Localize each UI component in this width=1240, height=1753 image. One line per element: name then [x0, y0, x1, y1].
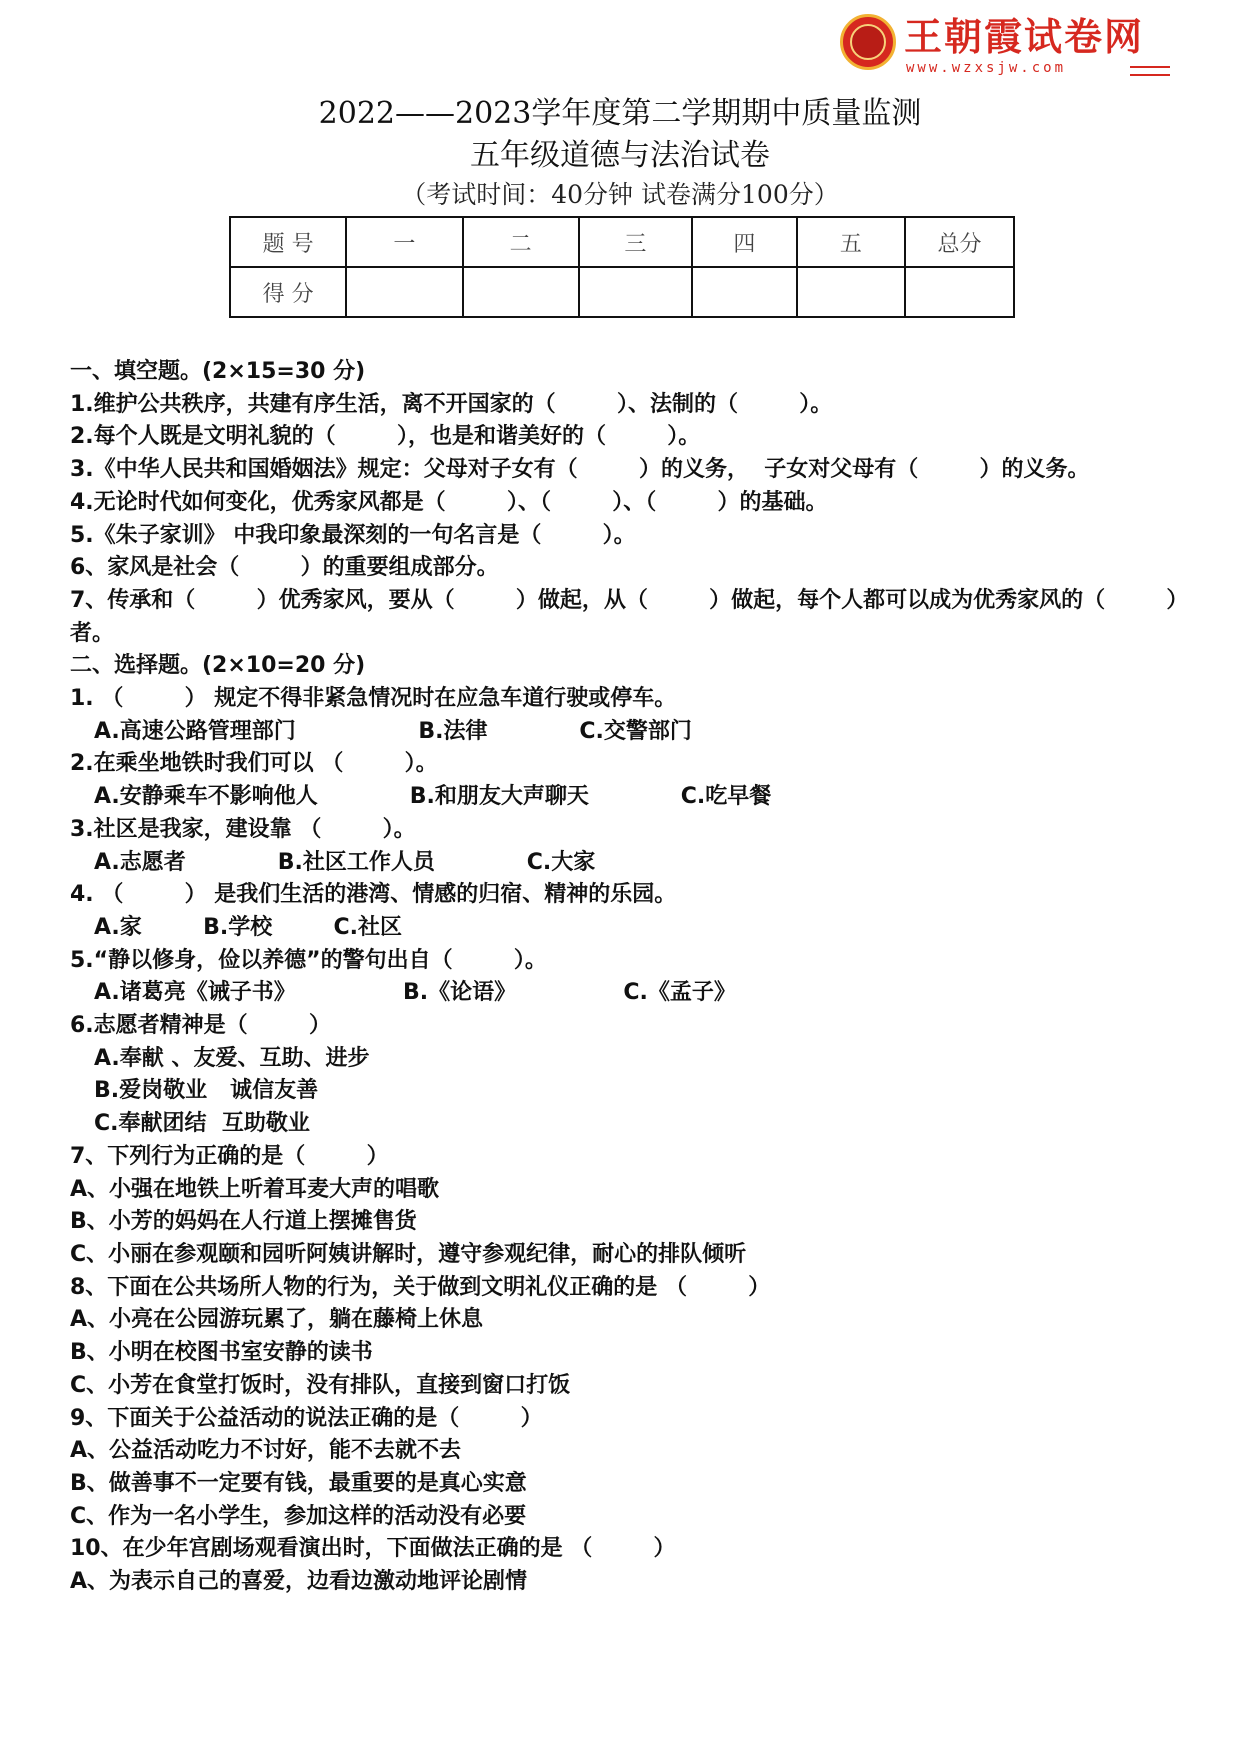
choice-question-stem: 2.在乘坐地铁时我们可以 （ ）。 — [70, 751, 438, 777]
choice-option: C.奉献团结 互助敬业 — [94, 1111, 310, 1137]
exam-title-line2: 五年级道德与法治试卷 — [470, 138, 770, 173]
table-header-cell: 五 — [797, 217, 905, 267]
table-header-cell: 一 — [346, 217, 462, 267]
choice-question-stem: 4. （ ） 是我们生活的港湾、情感的归宿、精神的乐园。 — [70, 882, 677, 908]
fill-question: 1.维护公共秩序，共建有序生活，离不开国家的（ ）、法制的（ ）。 — [70, 391, 833, 417]
choice-options: A.志愿者 B.社区工作人员 C.大家 — [94, 849, 596, 875]
score-cell[interactable] — [463, 267, 579, 317]
choice-options: A.诸葛亮《诫子书》 B.《论语》 C.《孟子》 — [94, 980, 736, 1006]
table-header-cell: 三 — [579, 217, 692, 267]
choice-option: C、作为一名小学生，参加这样的活动没有必要 — [70, 1503, 527, 1529]
score-cell[interactable] — [905, 267, 1014, 317]
exam-title-line1: 2022——2023学年度第二学期期中质量监测 — [318, 96, 922, 131]
section-heading: 一、填空题。(2×15=30 分) — [70, 359, 366, 384]
exam-subtitle: （考试时间：40分钟 试卷满分100分） — [401, 180, 839, 209]
score-table-header-row — [230, 217, 1014, 267]
fill-question: 4.无论时代如何变化，优秀家风都是（ ）、（ ）、（ ）的基础。 — [70, 489, 828, 515]
table-header-cell: 四 — [692, 217, 797, 267]
choice-question-stem: 6.志愿者精神是（ ） — [70, 1013, 331, 1039]
choice-option: B、小芳的妈妈在人行道上摆摊售货 — [70, 1209, 417, 1235]
choice-option: A、小亮在公园游玩累了，躺在藤椅上休息 — [70, 1307, 484, 1333]
fill-question: 5.《朱子家训》 中我印象最深刻的一句名言是（ ）。 — [70, 522, 636, 548]
score-cell[interactable] — [346, 267, 462, 317]
score-cell[interactable] — [797, 267, 905, 317]
choice-options: A.高速公路管理部门 B.法律 C.交警部门 — [94, 718, 692, 744]
score-table — [229, 216, 1015, 318]
choice-question-stem: 10、在少年宫剧场观看演出时，下面做法正确的是 （ ） — [70, 1536, 676, 1562]
fill-question: 2.每个人既是文明礼貌的（ ），也是和谐美好的（ ）。 — [70, 424, 701, 450]
fill-question: 6、家风是社会（ ）的重要组成部分。 — [70, 555, 499, 581]
choice-question-stem: 5.“静以修身，俭以养德”的警句出自（ ）。 — [70, 947, 547, 973]
table-header-cell: 题 号 — [230, 217, 346, 267]
choice-option: B、小明在校图书室安静的读书 — [70, 1340, 373, 1366]
score-table-score-row — [230, 267, 1014, 317]
choice-question-stem: 1. （ ） 规定不得非紧急情况时在应急车道行驶或停车。 — [70, 686, 677, 712]
choice-option: B.爱岗敬业 诚信友善 — [94, 1078, 319, 1104]
choice-options: A.安静乘车不影响他人 B.和朋友大声聊天 C.吃早餐 — [94, 784, 772, 810]
logo-url: www.wzxsjw.com — [906, 60, 1067, 76]
choice-option: A、小强在地铁上听着耳麦大声的唱歌 — [70, 1176, 440, 1202]
site-logo[interactable] — [840, 14, 1170, 76]
logo-name: 王朝霞试卷网 — [904, 15, 1145, 59]
choice-question-stem: 7、下列行为正确的是（ ） — [70, 1143, 389, 1169]
choice-option: C、小芳在食堂打饭时，没有排队，直接到窗口打饭 — [70, 1372, 571, 1398]
choice-option: A、公益活动吃力不讨好，能不去就不去 — [70, 1438, 462, 1464]
choice-options: A.家 B.学校 C.社区 — [94, 914, 402, 940]
table-row-label: 得 分 — [230, 267, 346, 317]
section-heading: 二、选择题。(2×10=20 分) — [70, 653, 366, 679]
exam-content — [70, 356, 1180, 1599]
table-header-cell: 总分 — [905, 217, 1014, 267]
choice-question-stem: 9、下面关于公益活动的说法正确的是（ ） — [70, 1405, 543, 1431]
choice-option: C、小丽在参观颐和园听阿姨讲解时，遵守参观纪律，耐心的排队倾听 — [70, 1241, 747, 1267]
logo-stripe — [1130, 66, 1170, 76]
seal-icon — [840, 14, 896, 70]
choice-option: A、为表示自己的喜爱，边看边激动地评论剧情 — [70, 1569, 528, 1595]
score-cell[interactable] — [692, 267, 797, 317]
table-header-cell: 二 — [463, 217, 579, 267]
choice-question-stem: 8、下面在公共场所人物的行为，关于做到文明礼仪正确的是 （ ） — [70, 1274, 771, 1300]
choice-option: B、做善事不一定要有钱，最重要的是真心实意 — [70, 1470, 527, 1496]
fill-question: 3.《中华人民共和国婚姻法》规定：父母对子女有（ ）的义务， 子女对父母有（ ）的义务。 — [70, 457, 1090, 483]
choice-option: A.奉献 、友爱、互助、进步 — [94, 1045, 370, 1071]
score-cell[interactable] — [579, 267, 692, 317]
choice-question-stem: 3.社区是我家，建设靠 （ ）。 — [70, 816, 416, 842]
fill-question: 7、传承和（ ）优秀家风，要从（ ）做起，从（ ）做起，每个人都可以成为优秀家风的（ ）者。 — [70, 587, 1178, 646]
